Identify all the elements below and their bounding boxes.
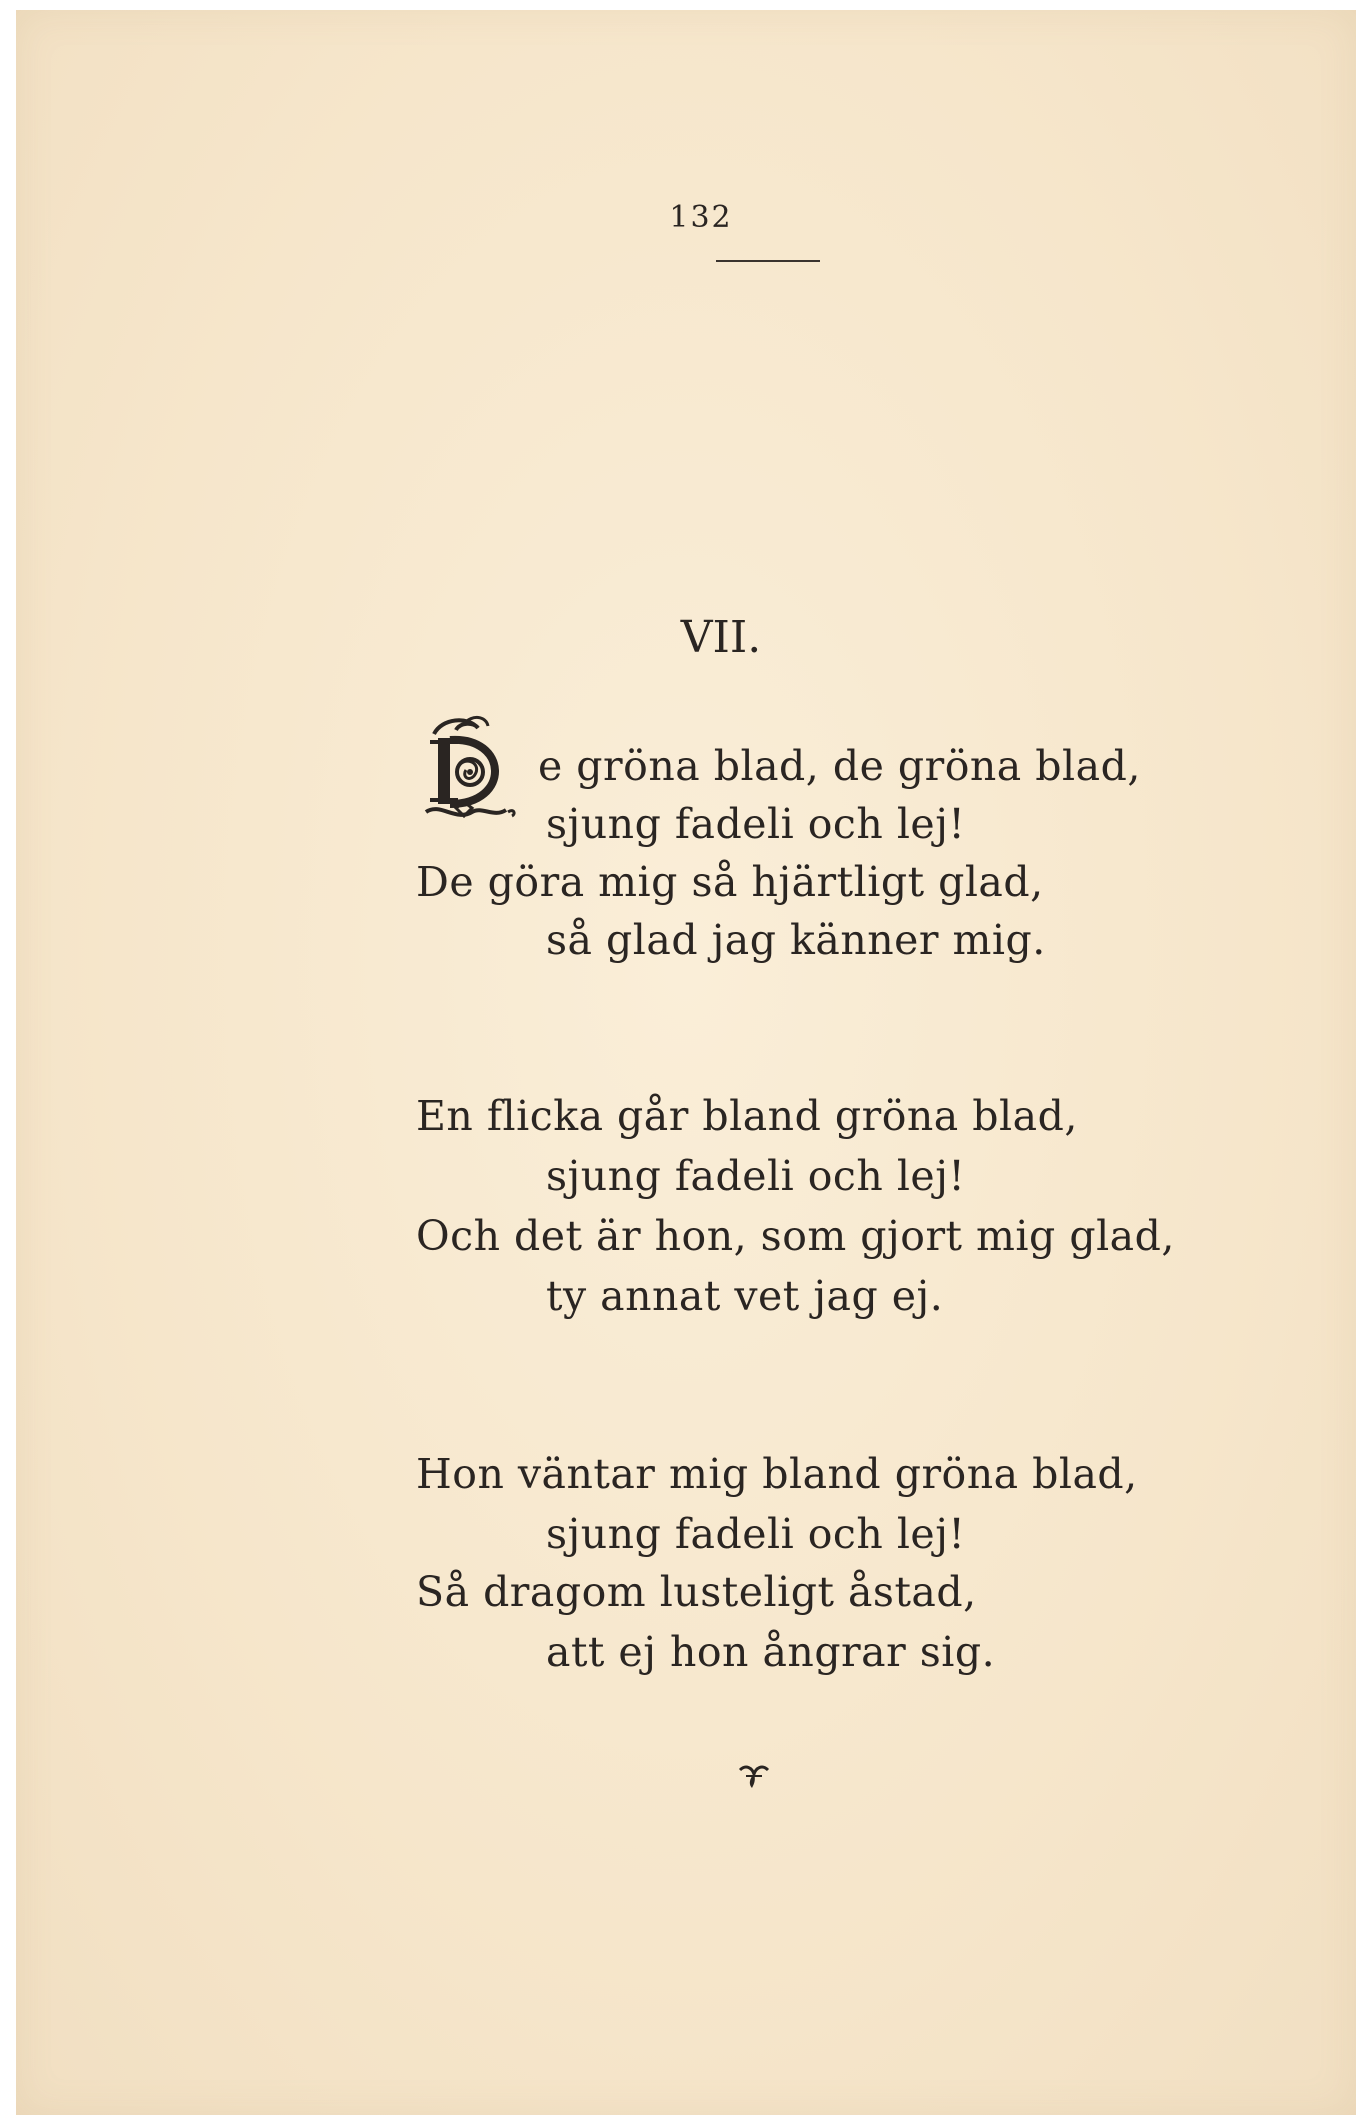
poem-line: Så dragom lusteligt åstad, [416,1568,977,1616]
book-page [16,10,1356,2115]
page-number: 132 [669,200,733,235]
poem-line: ty annat vet jag ej. [546,1272,944,1320]
poem-line: så glad jag känner mig. [546,916,1046,964]
poem-line: En flicka går bland gröna blad, [416,1092,1078,1140]
poem-line: Och det är hon, som gjort mig glad, [416,1212,1175,1260]
poem-line: att ej hon ångrar sig. [546,1628,996,1676]
poem-line: sjung fadeli och lej! [546,1510,966,1558]
page-number-rule [716,260,820,262]
poem-line: e gröna blad, de gröna blad, [538,742,1141,790]
floral-ornament-icon [736,1762,772,1792]
poem-line: Hon väntar mig bland gröna blad, [416,1450,1138,1498]
poem-line: sjung fadeli och lej! [546,800,966,848]
poem-line: De göra mig så hjärtligt glad, [416,858,1044,906]
dropcap-d-icon [416,712,528,824]
poem-title: VII. [680,612,762,663]
poem-line: sjung fadeli och lej! [546,1152,966,1200]
